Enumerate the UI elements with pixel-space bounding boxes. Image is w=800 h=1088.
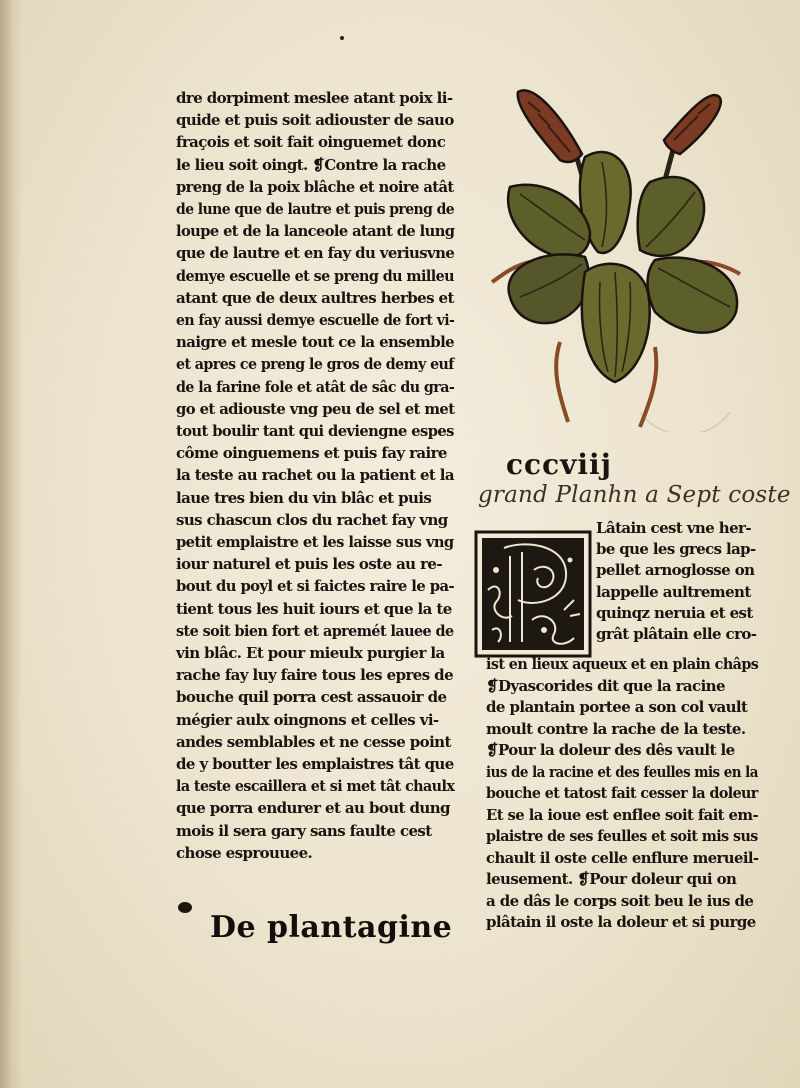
- text-line: chault il oste celle enflure merueil-: [486, 848, 759, 867]
- ink-speck: [340, 36, 344, 40]
- text-line: go et adiouste vng peu de sel et met: [176, 399, 455, 418]
- text-line: Lâtain cest vne her-: [596, 519, 751, 537]
- text-line: fraçois et soit fait oinguemet donc: [176, 133, 446, 152]
- text-line: ❡Dyascorides dit que la racine: [486, 676, 725, 695]
- text-line: dre dorpiment meslee atant poix li-: [176, 89, 453, 107]
- text-line: plaistre de ses feulles et soit mis sus: [486, 827, 758, 845]
- text-line: et apres ce preng le gros de demy euf: [176, 355, 454, 374]
- text-line: a de dâs le corps soit beu le ius de: [486, 891, 754, 910]
- text-line: en fay aussi demye escuelle de fort vi-: [176, 311, 455, 329]
- decorated-initial-P: [474, 530, 592, 658]
- ink-speck: [178, 902, 192, 913]
- text-line: mégier aulx oingnons et celles vi-: [176, 710, 439, 729]
- text-line: de lune que de lautre et puis preng de: [176, 200, 455, 218]
- text-line: atant que de deux aultres herbes et: [176, 288, 454, 307]
- text-line: ste soit bien fort et apremét lauee de: [176, 621, 454, 640]
- text-line: la teste au rachet ou la patient et la: [176, 466, 454, 485]
- plantain-woodcut-illustration: [490, 82, 750, 432]
- text-line: vin blâc. Et pour mieulx purgier la: [176, 644, 445, 662]
- text-line: tient tous les huit iours et que la te: [176, 599, 452, 618]
- text-line: de plantain portee a son col vault: [486, 698, 748, 716]
- text-line: quinqz neruia et est: [596, 603, 753, 622]
- text-line: de la farine fole et atât de sâc du gra-: [176, 377, 455, 396]
- text-line: ❡Pour la doleur des dês vault le: [486, 741, 735, 759]
- text-line: andes semblables et ne cesse point: [176, 732, 451, 751]
- text-line: grât plâtain elle cro-: [596, 625, 757, 643]
- text-line: bouche quil porra cest assauoir de: [176, 688, 447, 707]
- text-line: de y boutter les emplaistres tât que: [176, 755, 454, 773]
- text-line: sus chascun clos du rachet fay vng: [176, 510, 448, 529]
- text-line: pellet arnoglosse on: [596, 561, 755, 580]
- text-line: quide et puis soit adiouster de sauo: [176, 111, 454, 130]
- text-line: ius de la racine et des feulles mis en la: [486, 762, 758, 781]
- text-line: tout boulir tant qui deviengne espes: [176, 422, 454, 440]
- text-line: preng de la poix blâche et noire atât: [176, 177, 454, 196]
- text-line: rache fay luy faire tous les epres de: [176, 666, 454, 685]
- handwritten-annotation: grand Planhn a Sept coste: [478, 482, 791, 508]
- text-line: plâtain il oste la doleur et si purge: [486, 913, 756, 931]
- page-gutter: [0, 0, 22, 1088]
- text-line: moult contre la rache de la teste.: [486, 719, 746, 738]
- text-line: bout du poyl et si faictes raire le pa-: [176, 577, 454, 596]
- text-line: demye escuelle et se preng du milleu: [176, 266, 455, 285]
- text-line: la teste escaillera et si met tât chaulx: [176, 777, 455, 796]
- text-line: côme oinguemens et puis fay raire: [176, 444, 447, 463]
- section-heading: De plantagine: [210, 910, 453, 945]
- text-line: que de lautre et en fay du veriusvne: [176, 244, 455, 263]
- text-line: leusement. ❡Pour doleur qui on: [486, 870, 737, 888]
- text-line: Et se la ioue est enflee soit fait em-: [486, 805, 759, 824]
- text-line: le lieu soit oingt. ❡Contre la rache: [176, 155, 446, 174]
- folio-number: cccviij: [506, 448, 612, 481]
- flower-spike-left: [518, 90, 582, 162]
- text-line: naigre et mesle tout ce la ensemble: [176, 333, 455, 352]
- text-line: laue tres bien du vin blâc et puis: [176, 488, 432, 507]
- text-line: bouche et tatost fait cesser la doleur: [486, 784, 758, 802]
- flower-spike-right: [664, 95, 721, 154]
- text-line: iour naturel et puis les oste au re-: [176, 555, 442, 574]
- text-line: chose esprouuee.: [176, 843, 313, 862]
- text-line: loupe et de la lanceole atant de lung: [176, 222, 455, 241]
- text-line: mois il sera gary sans faulte cest: [176, 821, 432, 840]
- text-line: petit emplaistre et les laisse sus vng: [176, 533, 454, 551]
- text-line: lappelle aultrement: [596, 582, 751, 601]
- text-line: ist en lieux aqueux et en plain châps: [486, 655, 759, 673]
- text-line: que porra endurer et au bout dung: [176, 799, 450, 818]
- rosette-leaves: [508, 152, 737, 382]
- text-line: be que les grecs lap-: [596, 540, 756, 559]
